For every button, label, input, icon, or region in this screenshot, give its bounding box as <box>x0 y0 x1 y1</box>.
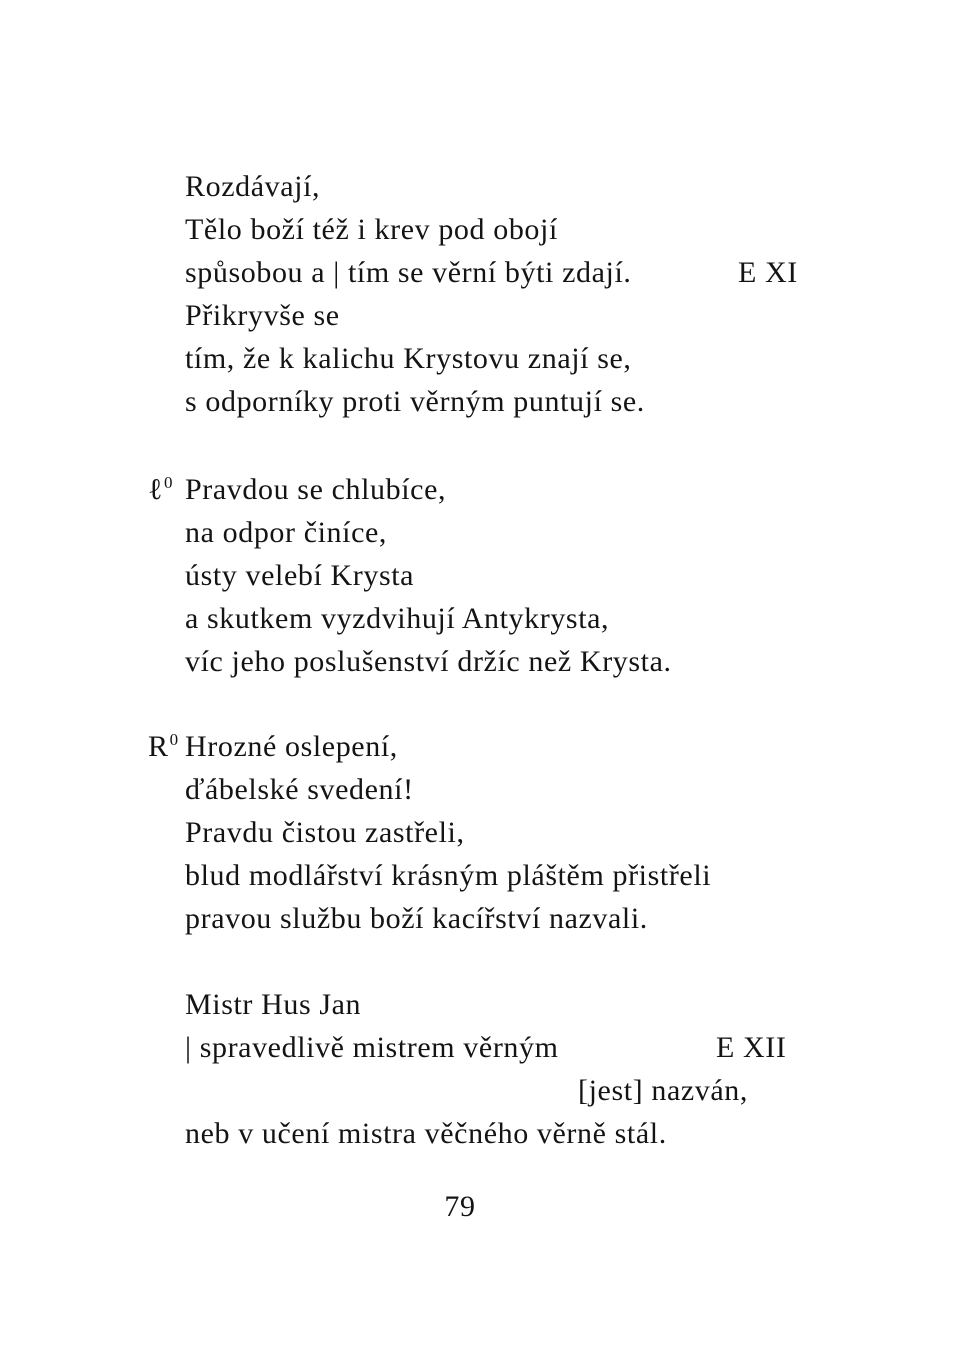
stanza-2 <box>0 468 960 683</box>
verse-line <box>0 1069 960 1112</box>
verse-line <box>0 1112 960 1155</box>
verse-marker-letter: ℓ <box>148 473 163 506</box>
verse-line <box>0 811 960 854</box>
verse-line <box>0 337 960 380</box>
verse-line <box>0 208 960 251</box>
verse-line <box>0 380 960 423</box>
verse-line <box>0 251 960 294</box>
verse-line <box>0 854 960 897</box>
verse-line <box>0 165 960 208</box>
verse-line <box>0 640 960 683</box>
verse-text: Hrozné oslepení, <box>185 730 398 763</box>
verse-text: spůsobou a | tím se věrní býti zdají. <box>185 256 632 289</box>
verse-line <box>0 1026 960 1069</box>
verse-line <box>0 897 960 940</box>
verse-text: Přikryvše se <box>185 299 340 332</box>
page-number: 79 <box>444 1190 476 1223</box>
verse-text: Rozdávají, <box>185 170 321 203</box>
verse-text: Tělo boží též i krev pod obojí <box>185 213 558 246</box>
verse-marker-letter: R <box>148 730 169 763</box>
verse-line <box>0 597 960 640</box>
verse-line <box>0 468 960 511</box>
margin-note: E XII <box>716 1031 787 1064</box>
stanza-3 <box>0 725 960 940</box>
verse-line <box>0 768 960 811</box>
verse-text: ústy velebí Krysta <box>185 559 415 592</box>
verse-text: Pravdu čistou zastřeli, <box>185 816 465 849</box>
verse-text: pravou službu boží kacířství nazvali. <box>185 902 648 935</box>
verse-text: blud modlářství krásným pláštěm přistřeli <box>185 859 712 892</box>
verse-line <box>0 725 960 768</box>
verse-marker-superscript: 0 <box>163 473 174 492</box>
verse-line <box>0 294 960 337</box>
verse-text: Mistr Hus Jan <box>185 988 362 1021</box>
verse-text: ďábelské svedení! <box>185 773 414 806</box>
margin-note: E XI <box>738 256 798 289</box>
verse-text: | spravedlivě mistrem věrným <box>185 1031 559 1064</box>
verse-text: víc jeho poslušenství držíc než Krysta. <box>185 645 672 678</box>
verse-text: tím, že k kalichu Krystovu znají se, <box>185 342 632 375</box>
verse-marker-superscript: 0 <box>169 730 179 749</box>
verse-text-continuation: [jest] nazván, <box>578 1074 748 1107</box>
verse-text: na odpor činíce, <box>185 516 388 549</box>
verse-text: Pravdou se chlubíce, <box>185 473 447 506</box>
verse-text: a skutkem vyzdvihují Antykrysta, <box>185 602 610 635</box>
verse-text: neb v učení mistra věčného věrně stál. <box>185 1117 667 1150</box>
verse-line <box>0 983 960 1026</box>
verse-line <box>0 554 960 597</box>
verse-marker <box>148 725 179 772</box>
stanza-1 <box>0 165 960 423</box>
verse-marker <box>148 468 173 515</box>
stanza-4 <box>0 983 960 1155</box>
verse-line <box>0 511 960 554</box>
verse-text: s odporníky proti věrným puntují se. <box>185 385 645 418</box>
